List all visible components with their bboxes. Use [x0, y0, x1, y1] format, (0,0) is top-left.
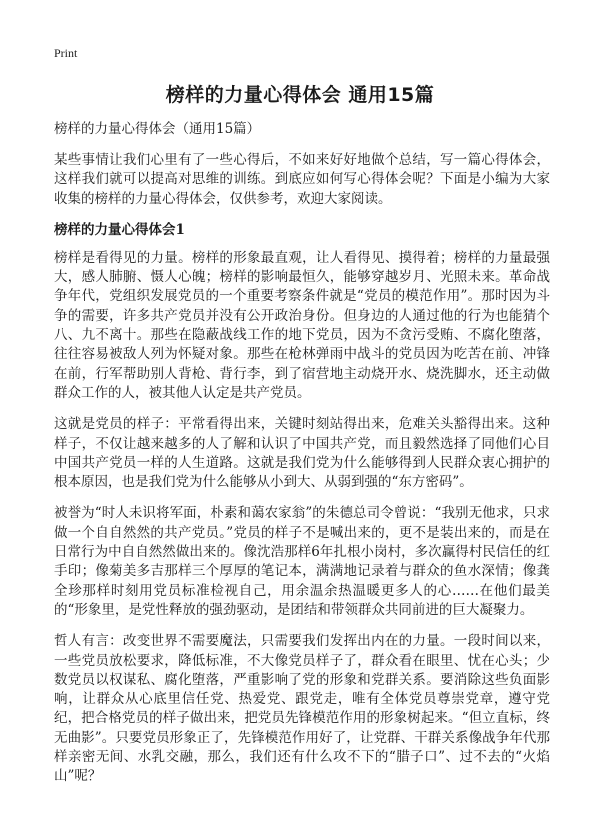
document-body — [54, 120, 550, 799]
body-paragraph-3: 被誉为“时人未识将军面，朴素和蔼农家翁”的朱德总司令曾说：“我别无他求，只求做一个自自然然的共产党员。”党员的样子不是喊出来的，更不是装出来的，而是在日常行为中自自然然做出来的。像沈浩那样6年扎根小岗村，多次赢得村民信任的红手印；像菊美多吉那样三个厚厚的笔记本，满满地记录着与群众的鱼水深情；像龚全珍那样时刻用党员标准检视自己，用余温余热温暖更多人的心……在他们最美的“形象里，是党性释放的强劲驱动，是团结和带领群众共同前进的巨大凝聚力。 — [54, 505, 550, 618]
body-paragraph-4: 哲人有言：改变世界不需要魔法，只需要我们发挥出内在的力量。一段时间以来，一些党员放松要求，降低标准，不大像党员样子了，群众看在眼里、忧在心头；少数党员以权谋私、腐化堕落，严重影响了党的形象和党群关系。要消除这些负面影响，让群众从心底里信任党、热爱党、跟党走，唯有全体党员尊崇党章，遵守党纪，把合格党员的样子做出来，把党员先锋模范作用的形象树起来。“但立直标，终无曲影”。只要党员形象正了，先锋模范作用好了，让党群、干群关系像战争年代那样亲密无间、水乳交融，那么，我们还有什么攻不下的“腊子口”、过不去的“火焰山”呢？ — [54, 633, 550, 785]
print-link[interactable]: Print — [54, 46, 78, 60]
body-paragraph-2: 这就是党员的样子：平常看得出来，关键时刻站得出来，危难关头豁得出来。这种样子，不仅让越来越多的人了解和认识了中国共产党，而且毅然选择了同他们心目中国共产党员一样的人生道路。这就是我们党为什么能够得到人民群众衷心拥护的根本原因，也是我们党为什么能够从小到大、从弱到强的“东方密码”。 — [54, 416, 550, 491]
section-heading: 榜样的力量心得体会1 — [54, 221, 185, 238]
document-subtitle: 榜样的力量心得体会（通用15篇） — [54, 121, 261, 137]
intro-paragraph: 某些事情让我们心里有了一些心得后，不如来好好地做个总结，写一篇心得体会，这样我们就可以提高对思维的训练。到底应如何写心得体会呢？下面是小编为大家收集的榜样的力量心得体会，仅供参考，欢迎大家阅读。 — [54, 152, 550, 207]
body-paragraph-1: 榜样是看得见的力量。榜样的形象最直观，让人看得见、摸得着；榜样的力量最强大，感人肺腑、慑人心魄；榜样的影响最恒久，能够穿越岁月、光照未来。革命战争年代，党组织发展党员的一个重要考察条件就是“党员的模范作用”。那时因为斗争的需要，许多共产党员并没有公开政治身份。但身边的人通过他的行为也能猜个八、九不离十。那些在隐蔽战线工作的地下党员，因为不贪污受贿、不腐化堕落，往往容易被敌人列为怀疑对象。那些在枪林弹雨中战斗的党员因为吃苦在前、冲锋在前，行军帮助别人背枪、背行李，到了宿营地主动烧开水、烧洗脚水，还主动做群众工作的人，被其他人认定是共产党员。 — [54, 249, 550, 401]
document-title: 榜样的力量心得体会 通用15篇 — [165, 84, 435, 106]
